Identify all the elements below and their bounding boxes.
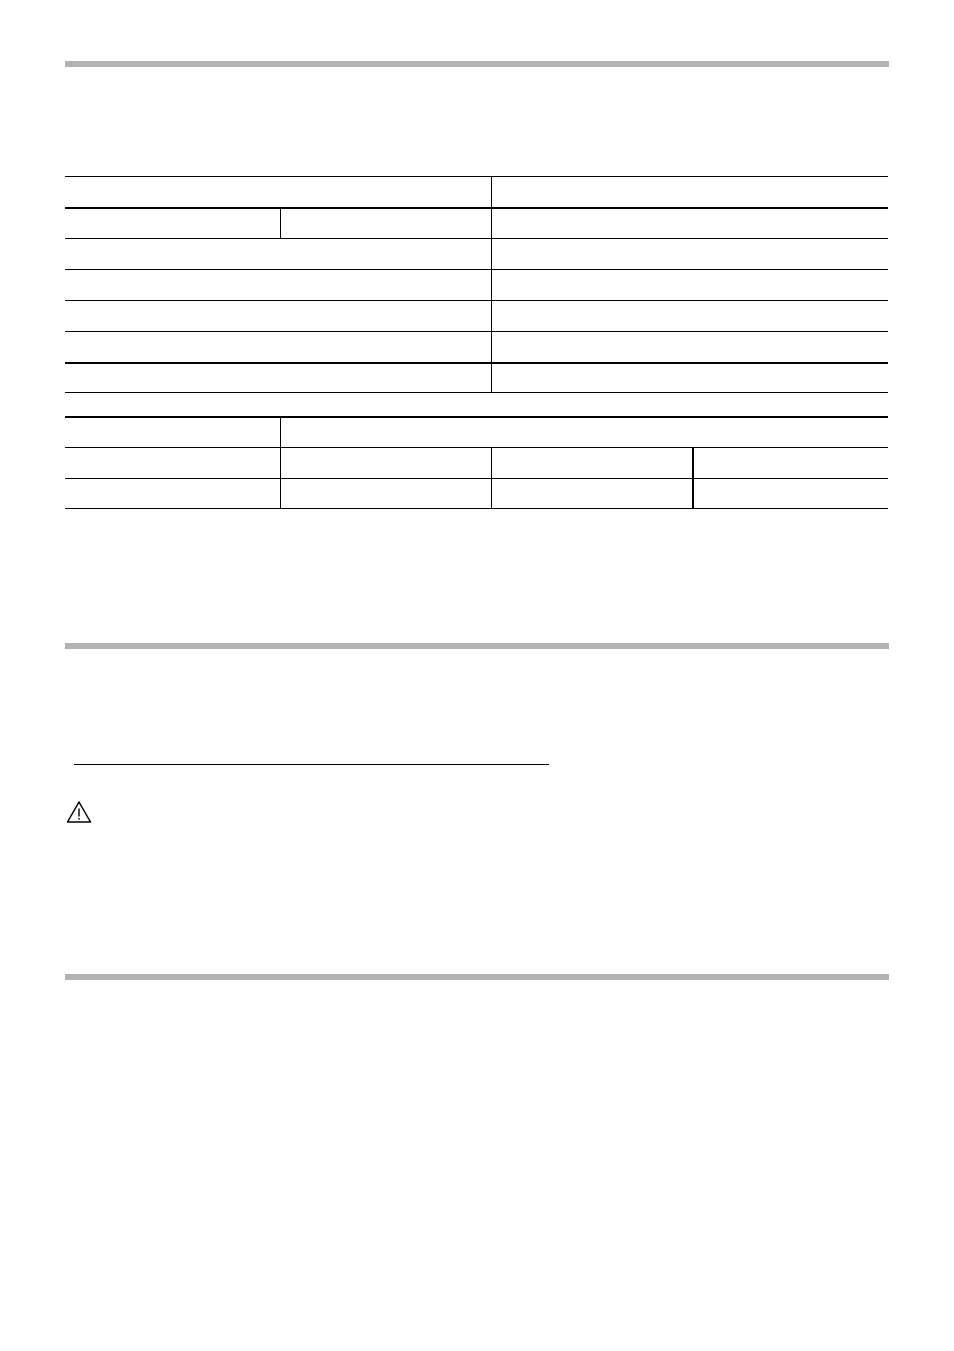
heading-underline: [74, 764, 549, 765]
table-cell: [281, 209, 491, 238]
spec-table-2: [65, 416, 888, 509]
section-divider-top: [65, 61, 889, 67]
table-cell: [65, 209, 280, 238]
table-cell: [492, 177, 888, 207]
table-cell: [281, 479, 491, 508]
table-row: [65, 478, 888, 509]
table-cell: [492, 239, 888, 269]
table-row: [65, 416, 888, 447]
table-row: [65, 238, 888, 269]
table-row: [65, 331, 888, 362]
table-cell: [65, 418, 280, 447]
table-cell: [65, 270, 491, 300]
spec-table-1: [65, 176, 888, 393]
table-row: [65, 269, 888, 300]
table-row: [65, 176, 888, 207]
table-cell: [492, 301, 888, 331]
table-cell: [281, 448, 491, 478]
table-cell: [281, 418, 888, 447]
table-cell: [492, 479, 692, 508]
table-cell: [694, 479, 888, 508]
table-cell: [492, 332, 888, 362]
table-row: [65, 300, 888, 331]
table-cell: [492, 364, 888, 392]
table-cell: [65, 177, 491, 207]
warning-triangle-icon: [66, 800, 92, 824]
table-cell: [65, 364, 491, 392]
table-cell: [492, 209, 888, 238]
table-row: [65, 362, 888, 393]
table-row: [65, 447, 888, 478]
table-cell: [492, 270, 888, 300]
table-cell: [65, 332, 491, 362]
table-cell: [492, 448, 692, 478]
section-divider-bottom: [65, 974, 889, 980]
section-divider-middle: [65, 643, 889, 649]
table-cell: [694, 448, 888, 478]
table-cell: [65, 448, 280, 478]
table-cell: [65, 479, 280, 508]
table-cell: [65, 301, 491, 331]
table-row: [65, 207, 888, 238]
table-cell: [65, 239, 491, 269]
